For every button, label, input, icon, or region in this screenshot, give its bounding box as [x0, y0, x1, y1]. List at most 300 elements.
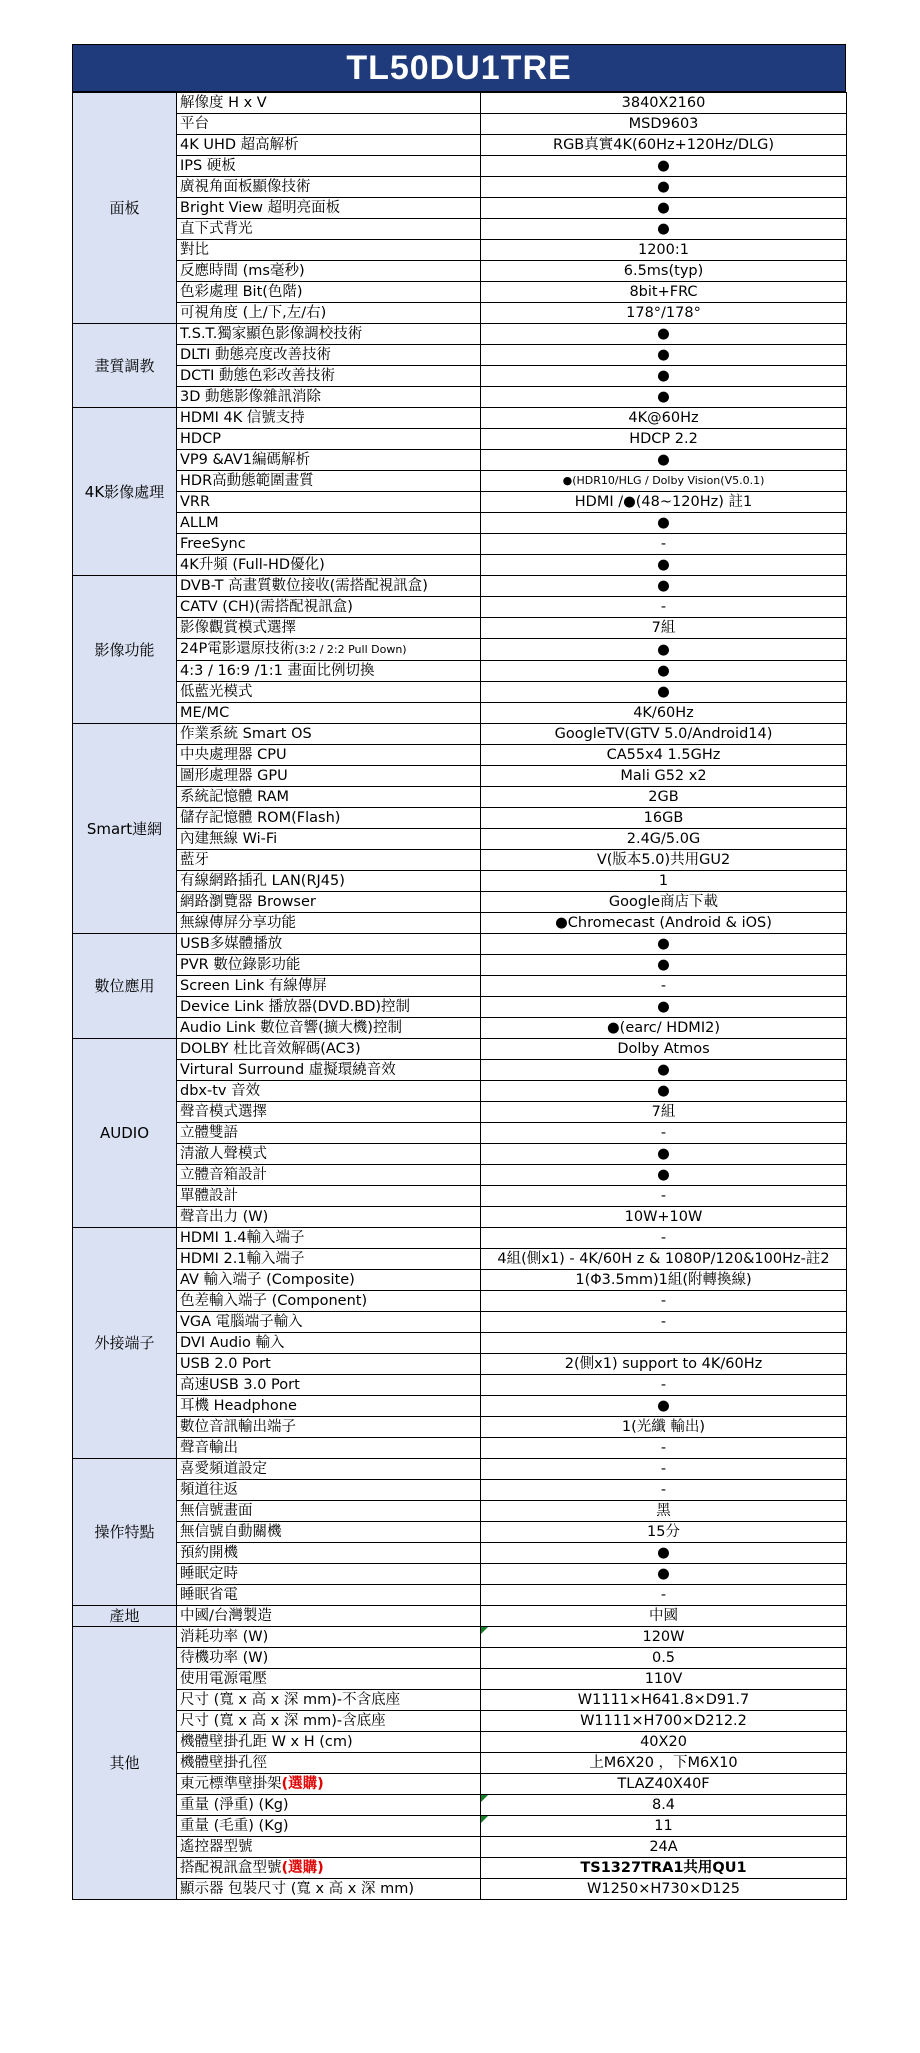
feature-cell [177, 261, 481, 282]
feature-label: 高速USB 3.0 Port [180, 1377, 300, 1393]
value-cell: ●(HDR10/HLG / Dolby Vision(V5.0.1) [481, 471, 847, 492]
feature-label: USB 2.0 Port [180, 1356, 271, 1372]
feature-cell [177, 366, 481, 387]
spec-row [73, 471, 847, 492]
feature-label: FreeSync [180, 536, 246, 552]
feature-cell [177, 408, 481, 429]
spec-row [73, 1081, 847, 1102]
feature-cell [177, 597, 481, 618]
feature-label: 尺寸 (寬 x 高 x 深 mm)-含底座 [180, 1713, 386, 1729]
feature-cell [177, 1627, 481, 1648]
spec-row [73, 871, 847, 892]
category-cell: 其他 [73, 1627, 177, 1900]
feature-label: Device Link 播放器(DVD.BD)控制 [180, 999, 411, 1015]
feature-label: HDMI 1.4輸入端子 [180, 1230, 305, 1246]
feature-cell [177, 766, 481, 787]
feature-cell [177, 1480, 481, 1501]
feature-cell [177, 1291, 481, 1312]
feature-label: 立體音箱設計 [180, 1167, 267, 1183]
feature-label: 重量 (淨重) (Kg) [180, 1797, 289, 1813]
feature-cell [177, 1858, 481, 1879]
spec-row [73, 240, 847, 261]
feature-cell [177, 1165, 481, 1186]
spec-row [73, 1522, 847, 1543]
feature-cell [177, 1144, 481, 1165]
feature-cell [177, 1522, 481, 1543]
feature-label: 內建無線 Wi-Fi [180, 831, 278, 847]
feature-label: 搭配視訊盒型號 [180, 1860, 282, 1876]
feature-label: 喜愛頻道設定 [180, 1461, 267, 1477]
spec-row [73, 345, 847, 366]
spec-row [73, 1207, 847, 1228]
value-cell: 1(Φ3.5mm)1組(附轉換線) [481, 1270, 847, 1291]
spec-row [73, 93, 847, 114]
feature-label: 清澈人聲模式 [180, 1146, 267, 1162]
spec-row [73, 913, 847, 934]
spec-row [73, 261, 847, 282]
spec-row [73, 1879, 847, 1900]
feature-cell [177, 387, 481, 408]
feature-cell [177, 1585, 481, 1606]
feature-label: DCTI 動態色彩改善技術 [180, 368, 336, 384]
feature-cell [177, 1690, 481, 1711]
feature-cell [177, 219, 481, 240]
feature-cell [177, 724, 481, 745]
feature-label: 立體雙語 [180, 1125, 238, 1141]
value-cell: ● [481, 198, 847, 219]
spec-row [73, 366, 847, 387]
feature-label: 機體壁掛孔距 W x H (cm) [180, 1734, 353, 1750]
feature-cell [177, 1228, 481, 1249]
spec-row [73, 618, 847, 639]
value-cell: 上M6X20 ，下M6X10 [481, 1753, 847, 1774]
feature-label: 預約開機 [180, 1545, 238, 1561]
spec-table [72, 92, 847, 1900]
feature-label: 24P電影還原技術 [180, 641, 295, 657]
feature-cell [177, 808, 481, 829]
feature-label: 聲音出力 (W) [180, 1209, 269, 1225]
value-cell: ● [481, 177, 847, 198]
feature-cell [177, 934, 481, 955]
feature-label: 廣視角面板顯像技術 [180, 179, 311, 195]
feature-label: DLTI 動態亮度改善技術 [180, 347, 331, 363]
spec-row [73, 1123, 847, 1144]
value-cell: Mali G52 x2 [481, 766, 847, 787]
spec-row [73, 1837, 847, 1858]
feature-cell [177, 1060, 481, 1081]
spec-row [73, 408, 847, 429]
value-cell: W1111×H641.8×D91.7 [481, 1690, 847, 1711]
feature-cell [177, 682, 481, 703]
feature-label: 聲音輸出 [180, 1440, 238, 1456]
feature-label: 低藍光模式 [180, 684, 253, 700]
feature-cell [177, 1753, 481, 1774]
value-cell: ● [481, 1081, 847, 1102]
value-cell: ● [481, 219, 847, 240]
model-title: TL50DU1TRE [72, 44, 846, 92]
spec-row [73, 1186, 847, 1207]
feature-cell [177, 93, 481, 114]
feature-cell [177, 156, 481, 177]
value-cell: - [481, 534, 847, 555]
feature-label: 反應時間 (ms毫秒) [180, 263, 305, 279]
spec-row [73, 976, 847, 997]
spec-row [73, 219, 847, 240]
value-cell: ● [481, 513, 847, 534]
feature-cell [177, 997, 481, 1018]
spec-row [73, 1480, 847, 1501]
feature-cell [177, 1879, 481, 1900]
feature-cell [177, 1207, 481, 1228]
feature-label: ALLM [180, 515, 219, 531]
feature-cell [177, 555, 481, 576]
feature-cell [177, 1375, 481, 1396]
spec-row [73, 892, 847, 913]
feature-label: USB多媒體播放 [180, 936, 283, 952]
feature-cell [177, 1417, 481, 1438]
spec-row [73, 1165, 847, 1186]
value-cell [481, 1333, 847, 1354]
feature-cell [177, 345, 481, 366]
feature-cell [177, 1648, 481, 1669]
value-cell: 15分 [481, 1522, 847, 1543]
spec-row [73, 135, 847, 156]
value-cell: ●(earc/ HDMI2) [481, 1018, 847, 1039]
feature-label: Audio Link 數位音響(擴大機)控制 [180, 1020, 402, 1036]
spec-row [73, 429, 847, 450]
feature-label: 單體設計 [180, 1188, 238, 1204]
value-cell: - [481, 1480, 847, 1501]
feature-cell [177, 513, 481, 534]
spec-row [73, 1606, 847, 1627]
spec-row [73, 703, 847, 724]
feature-cell [177, 114, 481, 135]
spec-row [73, 114, 847, 135]
feature-cell [177, 703, 481, 724]
spec-row [73, 450, 847, 471]
value-cell: ● [481, 387, 847, 408]
category-cell: 面板 [73, 93, 177, 324]
spec-row [73, 766, 847, 787]
feature-label: 直下式背光 [180, 221, 253, 237]
value-cell: - [481, 1585, 847, 1606]
value-cell: ● [481, 682, 847, 703]
feature-label: 對比 [180, 242, 209, 258]
value-cell: 40X20 [481, 1732, 847, 1753]
category-cell: 影像功能 [73, 576, 177, 724]
feature-cell [177, 282, 481, 303]
spec-row [73, 808, 847, 829]
spec-row [73, 1753, 847, 1774]
feature-label: 睡眠省電 [180, 1587, 238, 1603]
spec-row [73, 787, 847, 808]
spec-row [73, 513, 847, 534]
value-cell: CA55x4 1.5GHz [481, 745, 847, 766]
value-cell: GoogleTV(GTV 5.0/Android14) [481, 724, 847, 745]
value-cell: 10W+10W [481, 1207, 847, 1228]
feature-label: Screen Link 有線傳屏 [180, 978, 327, 994]
spec-row [73, 1669, 847, 1690]
feature-cell [177, 1564, 481, 1585]
value-cell: ● [481, 661, 847, 682]
feature-cell [177, 177, 481, 198]
feature-cell [177, 1102, 481, 1123]
feature-cell [177, 450, 481, 471]
feature-label: T.S.T.獨家顯色影像調校技術 [180, 326, 363, 342]
spec-row [73, 661, 847, 682]
feature-label: HDMI 4K 信號支持 [180, 410, 305, 426]
value-cell: 中國 [481, 1606, 847, 1627]
feature-label: 重量 (毛重) (Kg) [180, 1818, 289, 1834]
spec-row [73, 1354, 847, 1375]
feature-label: 無信號畫面 [180, 1503, 253, 1519]
feature-label: 4K升頻 (Full-HD優化) [180, 557, 325, 573]
feature-label: Virtural Surround 虛擬環繞音效 [180, 1062, 396, 1078]
spec-row [73, 1438, 847, 1459]
feature-label: VP9 &AV1編碼解析 [180, 452, 310, 468]
feature-cell [177, 1396, 481, 1417]
spec-row [73, 1249, 847, 1270]
spec-row [73, 303, 847, 324]
feature-label: 4:3 / 16:9 /1:1 畫面比例切換 [180, 663, 375, 679]
feature-label: CATV (CH)(需搭配視訊盒) [180, 599, 353, 615]
spec-row [73, 534, 847, 555]
feature-label: 數位音訊輸出端子 [180, 1419, 296, 1435]
value-cell: MSD9603 [481, 114, 847, 135]
value-cell: - [481, 1123, 847, 1144]
value-cell: 1(光纖 輸出) [481, 1417, 847, 1438]
spec-row [73, 156, 847, 177]
feature-label: 網路瀏覽器 Browser [180, 894, 316, 910]
value-cell: 0.5 [481, 1648, 847, 1669]
value-cell: - [481, 1312, 847, 1333]
spec-row [73, 1732, 847, 1753]
spec-row [73, 387, 847, 408]
feature-cell [177, 576, 481, 597]
feature-cell [177, 1459, 481, 1480]
value-cell: ● [481, 366, 847, 387]
value-cell: Google商店下載 [481, 892, 847, 913]
value-cell: - [481, 1228, 847, 1249]
spec-row [73, 555, 847, 576]
value-cell: 4K@60Hz [481, 408, 847, 429]
value-cell: ● [481, 997, 847, 1018]
spec-row [73, 177, 847, 198]
category-cell: 操作特點 [73, 1459, 177, 1606]
feature-label: 解像度 H x V [180, 95, 267, 111]
optional-tag: (選購) [281, 1776, 324, 1792]
spec-row [73, 198, 847, 219]
value-cell: - [481, 1438, 847, 1459]
spec-row [73, 1816, 847, 1837]
feature-label: VGA 電腦端子輸入 [180, 1314, 303, 1330]
feature-cell [177, 639, 481, 661]
feature-label: 系統記憶體 RAM [180, 789, 290, 805]
spec-row [73, 1144, 847, 1165]
feature-cell [177, 1711, 481, 1732]
value-cell: 24A [481, 1837, 847, 1858]
value-cell: ● [481, 934, 847, 955]
spec-row [73, 1375, 847, 1396]
spec-row [73, 1228, 847, 1249]
spec-row [73, 492, 847, 513]
feature-label: PVR 數位錄影功能 [180, 957, 301, 973]
feature-label: 中國/台灣製造 [180, 1608, 272, 1624]
feature-cell [177, 324, 481, 345]
feature-label: VRR [180, 494, 211, 510]
value-cell: RGB真實4K(60Hz+120Hz/DLG) [481, 135, 847, 156]
optional-tag: (選購) [281, 1860, 324, 1876]
value-cell: - [481, 1186, 847, 1207]
value-cell: ● [481, 555, 847, 576]
value-cell: 2(側x1) support to 4K/60Hz [481, 1354, 847, 1375]
value-cell: ● [481, 1144, 847, 1165]
feature-cell [177, 1123, 481, 1144]
value-cell: 1200:1 [481, 240, 847, 261]
feature-label: 藍牙 [180, 852, 209, 868]
spec-row [73, 1648, 847, 1669]
spec-row [73, 1333, 847, 1354]
value-cell: HDCP 2.2 [481, 429, 847, 450]
value-cell: ● [481, 345, 847, 366]
feature-cell [177, 1732, 481, 1753]
value-cell: - [481, 976, 847, 997]
feature-cell [177, 1816, 481, 1837]
feature-label: 中央處理器 CPU [180, 747, 287, 763]
spec-row [73, 1543, 847, 1564]
value-cell: - [481, 1459, 847, 1480]
feature-label: Bright View 超明亮面板 [180, 200, 341, 216]
feature-label: HDMI 2.1輸入端子 [180, 1251, 305, 1267]
feature-cell [177, 1018, 481, 1039]
value-cell: ● [481, 1165, 847, 1186]
value-cell: HDMI /●(48~120Hz) 註1 [481, 492, 847, 513]
value-cell: 110V [481, 1669, 847, 1690]
feature-label: 色差輸入端子 (Component) [180, 1293, 368, 1309]
feature-cell [177, 661, 481, 682]
value-cell: 7組 [481, 1102, 847, 1123]
spec-row [73, 639, 847, 661]
feature-cell [177, 618, 481, 639]
feature-label: dbx-tv 音效 [180, 1083, 261, 1099]
feature-label: 影像觀賞模式選擇 [180, 620, 296, 636]
spec-row [73, 1291, 847, 1312]
feature-label: 有線網路插孔 LAN(RJ45) [180, 873, 345, 889]
category-cell: 4K影像處理 [73, 408, 177, 576]
feature-cell [177, 303, 481, 324]
feature-cell [177, 198, 481, 219]
feature-label: 無線傳屏分享功能 [180, 915, 296, 931]
feature-cell [177, 1081, 481, 1102]
spec-row [73, 1585, 847, 1606]
feature-cell [177, 871, 481, 892]
feature-cell [177, 135, 481, 156]
value-cell: 3840X2160 [481, 93, 847, 114]
spec-row [73, 997, 847, 1018]
spec-row [73, 1774, 847, 1795]
value-cell: 7組 [481, 618, 847, 639]
feature-cell [177, 1543, 481, 1564]
value-cell: Dolby Atmos [481, 1039, 847, 1060]
spec-row [73, 1858, 847, 1879]
value-cell: - [481, 1375, 847, 1396]
spec-row [73, 1711, 847, 1732]
feature-label: 4K UHD 超高解析 [180, 137, 299, 153]
value-cell: V(版本5.0)共用GU2 [481, 850, 847, 871]
feature-label: 無信號自動關機 [180, 1524, 282, 1540]
feature-cell [177, 429, 481, 450]
feature-label: 使用電源電壓 [180, 1671, 267, 1687]
feature-cell [177, 1606, 481, 1627]
feature-cell [177, 850, 481, 871]
category-cell: 數位應用 [73, 934, 177, 1039]
feature-label: 作業系統 Smart OS [180, 726, 312, 742]
value-cell: 11 [481, 1816, 847, 1837]
feature-cell [177, 1270, 481, 1291]
feature-label: 待機功率 (W) [180, 1650, 269, 1666]
feature-label: ME/MC [180, 705, 230, 721]
value-cell: ●Chromecast (Android & iOS) [481, 913, 847, 934]
feature-label: 平台 [180, 116, 209, 132]
spec-row [73, 1102, 847, 1123]
feature-label: 頻道往返 [180, 1482, 238, 1498]
feature-label: DVI Audio 輸入 [180, 1335, 285, 1351]
spec-row [73, 1795, 847, 1816]
spec-row [73, 1396, 847, 1417]
value-cell: ● [481, 1060, 847, 1081]
feature-cell [177, 492, 481, 513]
feature-label: 色彩處理 Bit(色階) [180, 284, 303, 300]
spec-row [73, 1564, 847, 1585]
category-cell: 產地 [73, 1606, 177, 1627]
feature-cell [177, 829, 481, 850]
spec-row [73, 829, 847, 850]
feature-label: DVB-T 高畫質數位接收(需搭配視訊盒) [180, 578, 428, 594]
feature-label: 儲存記憶體 ROM(Flash) [180, 810, 341, 826]
value-cell: ● [481, 1543, 847, 1564]
value-cell: ● [481, 1564, 847, 1585]
feature-cell [177, 787, 481, 808]
feature-label: 圖形處理器 GPU [180, 768, 288, 784]
feature-cell [177, 892, 481, 913]
spec-row [73, 934, 847, 955]
feature-cell [177, 1501, 481, 1522]
feature-cell [177, 1249, 481, 1270]
feature-label: 睡眠定時 [180, 1566, 238, 1582]
feature-label: HDCP [180, 431, 221, 447]
feature-cell [177, 471, 481, 492]
spec-row [73, 324, 847, 345]
value-cell: W1111×H700×D212.2 [481, 1711, 847, 1732]
spec-row [73, 1312, 847, 1333]
spec-row [73, 576, 847, 597]
spec-row [73, 1501, 847, 1522]
feature-label: 顯示器 包裝尺寸 (寬 x 高 x 深 mm) [180, 1881, 414, 1897]
feature-cell [177, 1186, 481, 1207]
value-cell: ● [481, 450, 847, 471]
value-cell: ● [481, 1396, 847, 1417]
value-cell: ● [481, 576, 847, 597]
spec-row [73, 682, 847, 703]
value-cell: 8bit+FRC [481, 282, 847, 303]
feature-label: HDR高動態範圍畫質 [180, 473, 314, 489]
feature-label: AV 輸入端子 (Composite) [180, 1272, 355, 1288]
feature-label: 聲音模式選擇 [180, 1104, 267, 1120]
spec-row [73, 745, 847, 766]
feature-label: 東元標準壁掛架 [180, 1776, 282, 1792]
feature-label: 耳機 Headphone [180, 1398, 297, 1414]
category-cell: 外接端子 [73, 1228, 177, 1459]
